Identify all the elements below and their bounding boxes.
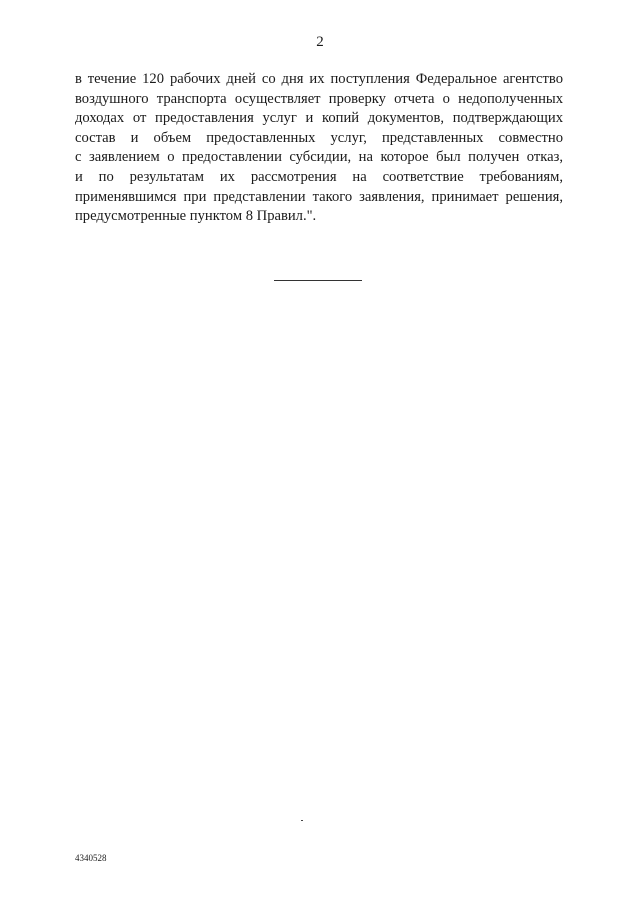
paragraph-line: применявшимся при представлении такого заявления, принимает решения, (75, 188, 563, 205)
paragraph-line: состав и объем предоставленных услуг, представленных совместно (75, 129, 563, 146)
separator-line (274, 280, 362, 281)
paragraph-line: доходах от предоставления услуг и копий документов, подтверждающих (75, 110, 563, 127)
page-number: 2 (316, 34, 324, 50)
paragraph-line: предусмотренные пунктом 8 Правил.". (75, 208, 317, 225)
paragraph-line: воздушного транспорта осуществляет проверку отчета о недополученных (75, 90, 563, 107)
document-code: 4340528 (75, 853, 107, 863)
paragraph-line: и по результатам их рассмотрения на соответствие требованиям, (75, 168, 563, 185)
body-paragraph (75, 70, 563, 227)
paragraph-line: в течение 120 рабочих дней со дня их поступления Федеральное агентство (75, 71, 563, 87)
stray-mark (301, 820, 303, 821)
paragraph-line: с заявлением о предоставлении субсидии, на которое был получен отказ, (75, 149, 563, 166)
